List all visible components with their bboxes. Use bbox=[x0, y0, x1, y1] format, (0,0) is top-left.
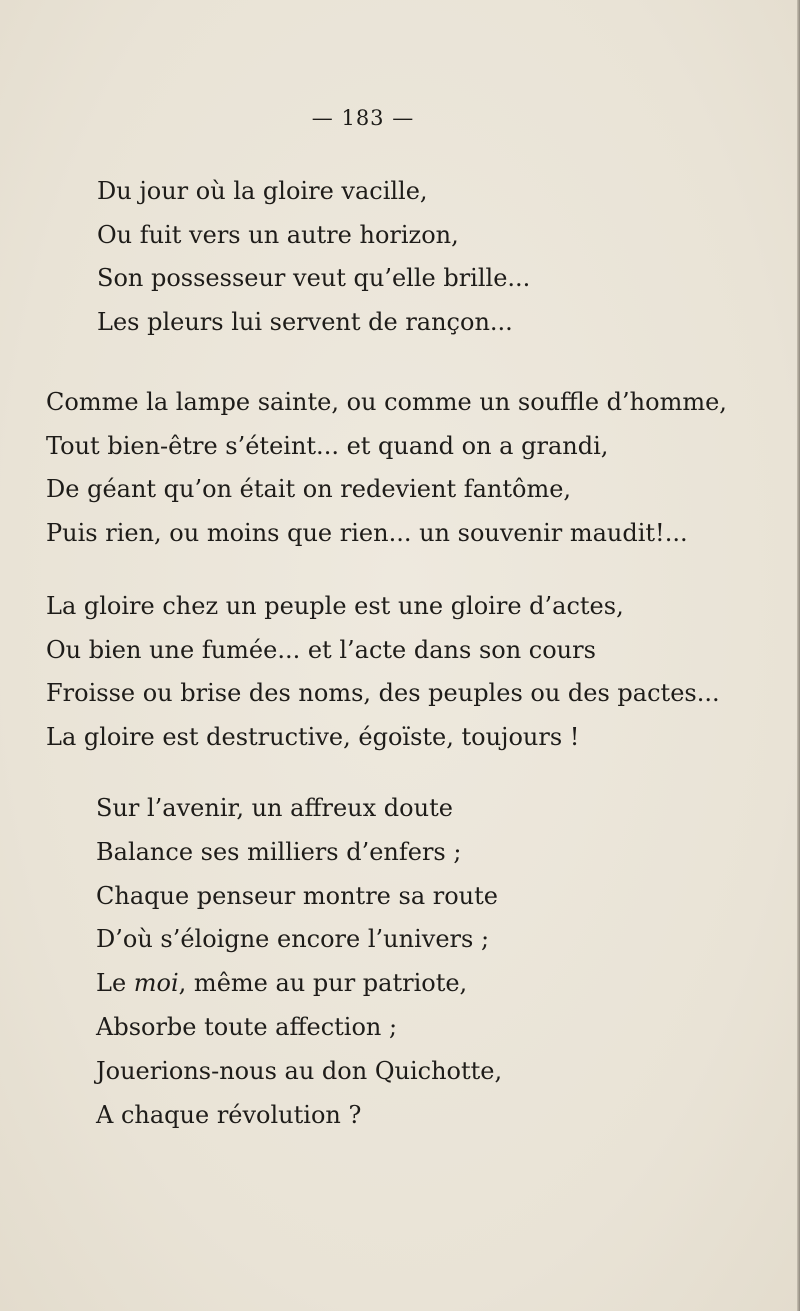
verse-line: Les pleurs lui servent de rançon... bbox=[97, 307, 513, 336]
verse-line: La gloire chez un peuple est une gloire d’actes, bbox=[46, 592, 624, 620]
verse-line: Du jour où la gloire vacille, bbox=[97, 177, 428, 205]
verse-line: Chaque penseur montre sa route bbox=[96, 881, 498, 910]
verse-line: Balance ses milliers d’enfers ; bbox=[96, 837, 462, 866]
verse-line: Jouerions-nous au don Quichotte, bbox=[96, 1056, 503, 1085]
verse-line: Ou bien une fumée... et l’acte dans son cours bbox=[46, 635, 596, 664]
verse-line: Ou fuit vers un autre horizon, bbox=[97, 220, 459, 249]
page-number: — 183 — bbox=[311, 106, 415, 130]
verse-text: Le bbox=[96, 969, 134, 998]
verse-line: Puis rien, ou moins que rien... un souvenir maudit!... bbox=[46, 518, 688, 547]
stanza-1 bbox=[97, 170, 530, 344]
verse-line: La gloire est destructive, égoïste, toujours ! bbox=[46, 722, 580, 751]
stanza-4 bbox=[96, 787, 502, 1137]
verse-line-with-italic bbox=[96, 962, 502, 1006]
verse-line: Sur l’avenir, un affreux doute bbox=[96, 794, 453, 822]
verse-line: Son possesseur veut qu’elle brille... bbox=[97, 264, 531, 292]
verse-line: De géant qu’on était on redevient fantôme, bbox=[46, 475, 572, 503]
verse-text: , même au pur patriote, bbox=[178, 969, 468, 998]
stanza-2 bbox=[46, 381, 727, 555]
verse-line: Comme la lampe sainte, ou comme un souffle d’homme, bbox=[46, 388, 727, 416]
verse-line: A chaque révolution ? bbox=[96, 1100, 362, 1129]
verse-line: Absorbe toute affection ; bbox=[96, 1012, 398, 1041]
italic-word: moi bbox=[133, 969, 179, 998]
verse-line: D’où s’éloigne encore l’univers ; bbox=[96, 925, 490, 954]
verse-line: Tout bien-être s’éteint... et quand on a grandi, bbox=[46, 431, 609, 460]
verse-line: Froisse ou brise des noms, des peuples ou des pactes... bbox=[46, 679, 720, 707]
stanza-3 bbox=[46, 585, 720, 759]
